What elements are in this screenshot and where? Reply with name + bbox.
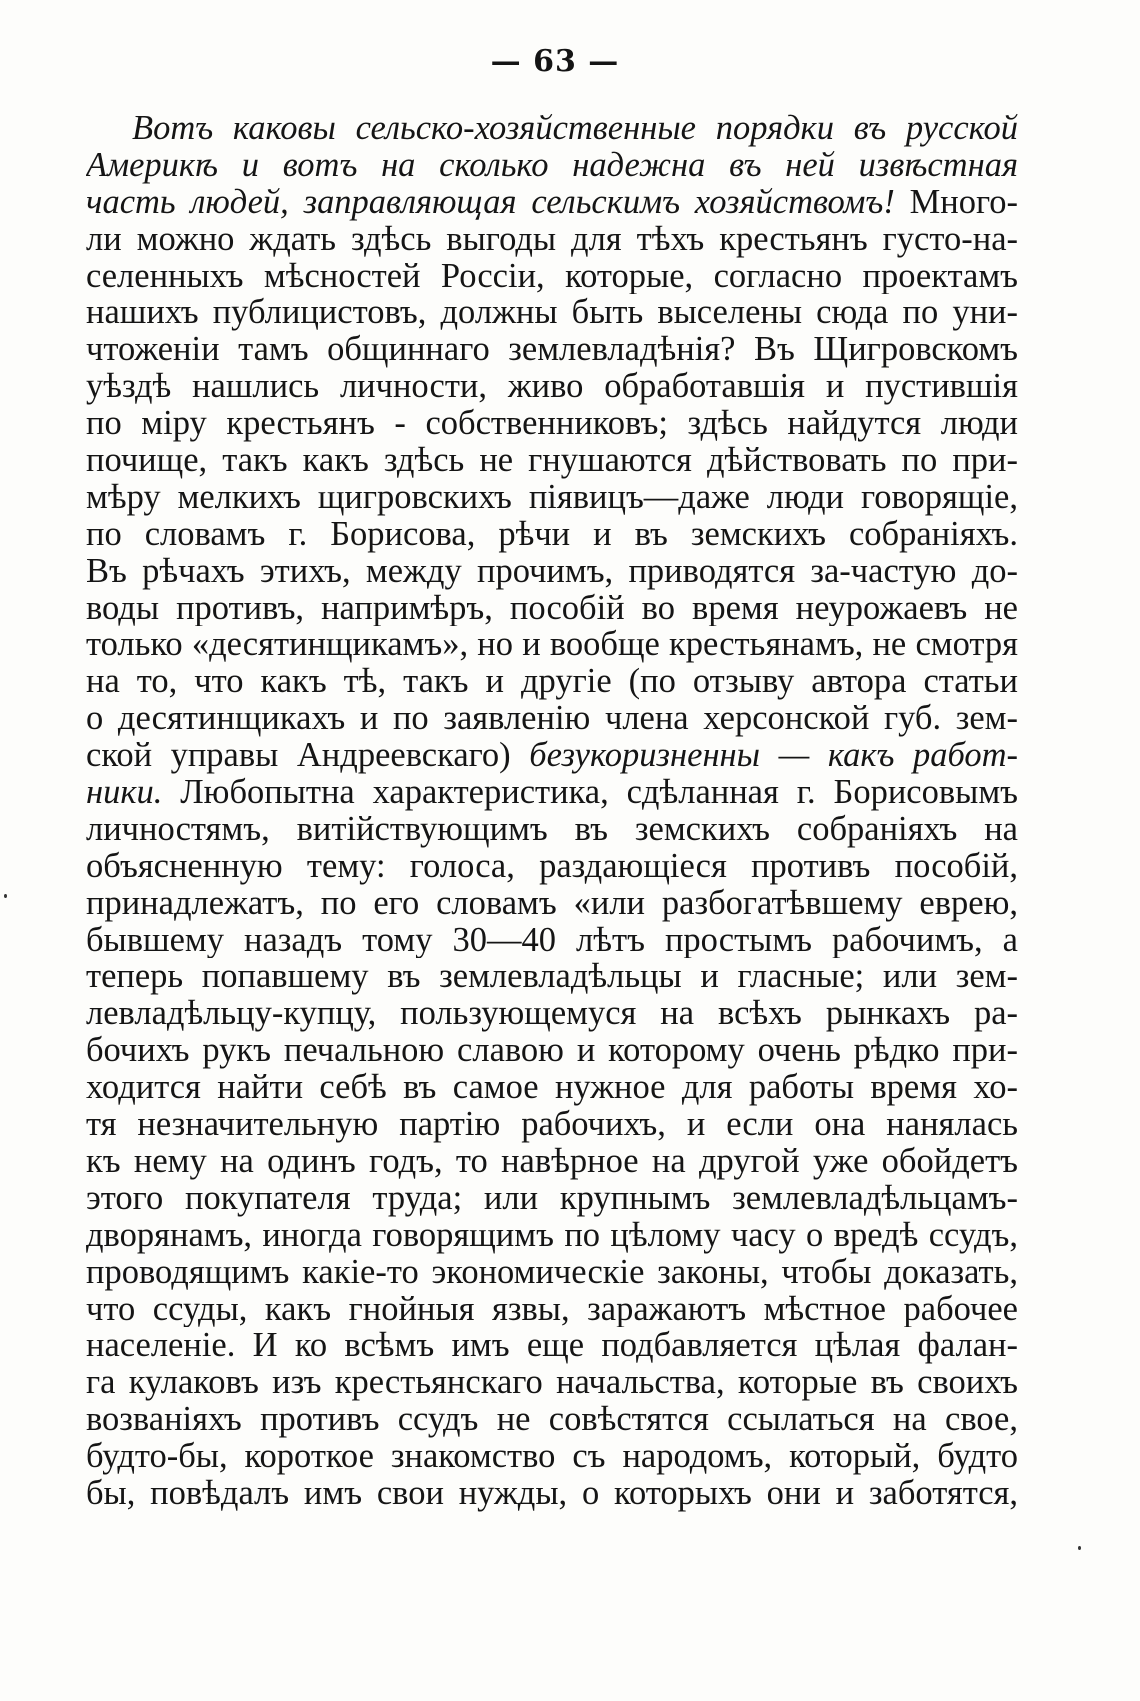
text-span: по словамъ г. Борисова, рѣчи и въ земскихъ собраніяхъ. [86, 515, 1018, 553]
text-span: Много- [894, 183, 1018, 221]
text-span: Любопытна характеристика, сдѣланная г. Борисовымъ [162, 774, 1018, 811]
text-span: проводящимъ какіе-то экономическіе законы, чтобы доказать, [86, 1253, 1018, 1291]
text-line [86, 626, 1018, 663]
text-span: мѣру мелкихъ щигровскихъ піявицъ—даже люди говорящіе, [86, 478, 1018, 516]
italic-text: ники. [86, 774, 163, 811]
text-line [86, 184, 1018, 221]
text-line [86, 1438, 1018, 1475]
text-line [86, 958, 1018, 995]
text-line [86, 995, 1018, 1032]
text-line [86, 442, 1018, 479]
text-span: ской управы Андреевскаго) [86, 737, 530, 775]
text-span: о десятинщикахъ и по заявленію члена херсонской губ. зем- [86, 700, 1018, 738]
scan-speck [1078, 1546, 1081, 1550]
text-span: ли можно ждать здѣсь выгоды для тѣхъ крестьянъ густо-на- [86, 220, 1018, 258]
text-line [86, 737, 1018, 774]
text-line [86, 553, 1018, 590]
italic-text: Вотъ каковы сельско-хозяйственные порядки въ русской [132, 110, 1018, 147]
text-span: воды противъ, напримѣръ, пособій во время неурожаевъ не [86, 589, 1018, 627]
text-line [86, 294, 1018, 331]
text-line [86, 590, 1018, 627]
text-span: селенныхъ мѣсностей Россіи, которые, согласно проектамъ [86, 257, 1018, 295]
text-line [86, 1217, 1018, 1254]
text-span: бывшему назадъ тому 30—40 лѣтъ простымъ рабочимъ, а [86, 921, 1018, 959]
text-span: дворянамъ, иногда говорящимъ по цѣлому часу о вредѣ ссудъ, [86, 1216, 1018, 1254]
italic-text: Америкѣ и вотъ на сколько надежна въ ней извѣстная [86, 146, 1018, 184]
text-span: объясненную тему: голоса, раздающіеся противъ пособій, [86, 847, 1018, 885]
text-line [86, 405, 1018, 442]
text-span: только «десятинщикамъ», но и вообще крестьянамъ, не смотря [86, 626, 1018, 664]
text-line [86, 811, 1018, 848]
text-line [86, 1401, 1018, 1438]
text-span: что ссуды, какъ гнойныя язвы, заражаютъ мѣстное рабочее [86, 1290, 1018, 1328]
text-span: левладѣльцу-купцу, пользующемуся на всѣхъ рынкахъ ра- [86, 995, 1018, 1033]
italic-text: безукоризненны — какъ работ- [529, 737, 1018, 775]
text-span: чтоженіи тамъ общиннаго землевладѣнія? Въ Щигровскомъ [86, 331, 1018, 369]
text-line [86, 368, 1018, 405]
text-line [86, 1143, 1018, 1180]
text-span: га кулаковъ изъ крестьянскаго начальства, которые въ своихъ [86, 1364, 1018, 1402]
text-line [86, 110, 1018, 147]
text-span: населеніе. И ко всѣмъ имъ еще подбавляется цѣлая фалан- [86, 1327, 1018, 1365]
text-span: ходится найти себѣ въ самое нужное для работы время хо- [86, 1069, 1018, 1107]
text-line [86, 774, 1018, 811]
text-span: къ нему на одинъ годъ, то навѣрное на другой уже обойдетъ [86, 1142, 1018, 1180]
text-line [86, 1327, 1018, 1364]
text-line [86, 516, 1018, 553]
text-span: будто-бы, короткое знакомство съ народомъ, который, будто [86, 1438, 1018, 1475]
text-span: Въ рѣчахъ этихъ, между прочимъ, приводятся за-частую до- [86, 552, 1018, 590]
text-span: принадлежатъ, по его словамъ «или разбогатѣвшему еврею, [86, 884, 1018, 922]
text-span: тя незначительную партію рабочихъ, и если она нанялась [86, 1106, 1018, 1143]
italic-text: часть людей, заправляющая сельскимъ хозяйствомъ! [86, 183, 895, 221]
text-span: уѣздѣ нашлись личности, живо обработавшія и пустившія [86, 368, 1018, 406]
scan-speck [4, 894, 7, 898]
text-line [86, 1254, 1018, 1291]
text-span: на то, что какъ тѣ, такъ и другіе (по отзыву автора статьи [86, 663, 1018, 701]
text-span: почище, такъ какъ здѣсь не гнушаются дѣйствовать по при- [86, 442, 1018, 479]
text-line [86, 885, 1018, 922]
text-span: бочихъ рукъ печальною славою и которому очень рѣдко при- [86, 1032, 1018, 1070]
text-span: по міру крестьянъ - собственниковъ; здѣсь найдутся люди [86, 405, 1018, 443]
text-line [86, 1291, 1018, 1328]
body-text [86, 110, 1018, 1512]
text-line [86, 147, 1018, 184]
text-line [86, 1106, 1018, 1143]
text-line [86, 258, 1018, 295]
text-span: этого покупателя труда; или крупнымъ землевладѣльцамъ- [86, 1179, 1018, 1217]
text-line [86, 922, 1018, 959]
text-line [86, 663, 1018, 700]
text-line [86, 479, 1018, 516]
text-span: теперь попавшему въ землевладѣльцы и гласные; или зем- [86, 958, 1018, 996]
text-line [86, 1180, 1018, 1217]
text-line [86, 1032, 1018, 1069]
text-span: возваніяхъ противъ ссудъ не совѣстятся ссылаться на свое, [86, 1401, 1018, 1439]
text-span: личностямъ, витійствующимъ въ земскихъ собраніяхъ на [86, 810, 1018, 848]
text-line [86, 1069, 1018, 1106]
text-line [86, 700, 1018, 737]
text-line [86, 848, 1018, 885]
text-line [86, 1364, 1018, 1401]
text-line [86, 331, 1018, 368]
page-number: — 63 — [490, 44, 620, 79]
text-span: бы, повѣдалъ имъ свои нужды, о которыхъ они и заботятся, [86, 1474, 1018, 1512]
text-line [86, 1475, 1018, 1512]
text-line [86, 221, 1018, 258]
text-span: нашихъ публицистовъ, должны быть выселены сюда по уни- [86, 294, 1018, 332]
